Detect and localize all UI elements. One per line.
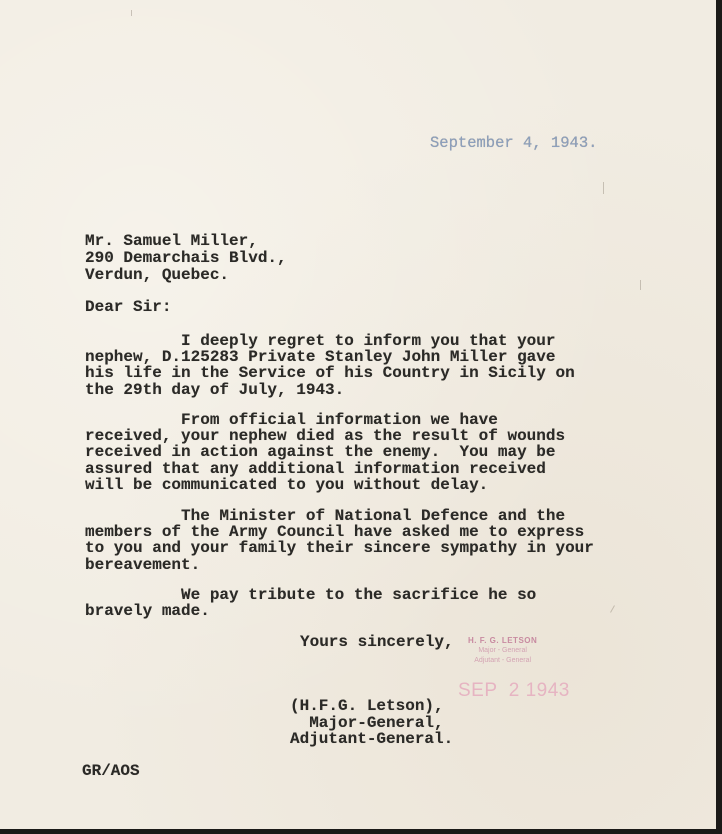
paper-speck — [603, 182, 604, 194]
reference-initials: GR/AOS — [82, 762, 140, 780]
paragraph-line: bravely made. — [85, 602, 210, 621]
paragraph-line: received, your nephew died as the result of wounds — [85, 427, 566, 446]
address-line: Mr. Samuel Miller, — [85, 232, 258, 250]
stamp-title-line: Adjutant - General — [474, 657, 532, 664]
signature-block — [290, 698, 453, 748]
stamp-rank-line: Major - General — [478, 647, 527, 654]
recipient-address — [85, 233, 287, 284]
stamp-name-line: H. F. G. LETSON — [468, 636, 538, 645]
paragraph-line: assured that any additional information received — [85, 459, 546, 478]
signature-line: (H.F.G. Letson), — [290, 697, 444, 715]
signature-line: Major-General, — [290, 713, 444, 732]
letter-date: September 4, 1943. — [430, 134, 598, 152]
paragraph-line: From official information we have — [85, 411, 498, 429]
paragraph-line: the 29th day of July, 1943. — [85, 380, 345, 399]
address-line: 290 Demarchais Blvd., — [85, 249, 287, 267]
salutation: Dear Sir: — [85, 298, 172, 316]
paragraph-tribute — [85, 587, 536, 619]
paragraph-line: bereavement. — [85, 555, 201, 574]
signature-line: Adjutant-General. — [290, 730, 454, 748]
paragraph-line: We pay tribute to the sacrifice he so — [85, 586, 537, 604]
closing: Yours sincerely, — [300, 633, 454, 651]
paragraph-line: will be communicated to you without delay. — [85, 475, 489, 494]
paragraph-line: members of the Army Council have asked me to express — [85, 523, 585, 542]
paper-speck — [610, 605, 615, 612]
paper-speck — [131, 10, 132, 16]
paragraph-information — [85, 412, 565, 493]
paper-speck — [640, 280, 641, 290]
paragraph-line: nephew, D.125283 Private Stanley John Miller gave — [85, 348, 556, 367]
signature-stamp — [468, 636, 537, 666]
paragraph-line: received in action against the enemy. You may be — [85, 443, 556, 462]
paragraph-line: The Minister of National Defence and the — [85, 507, 566, 525]
paragraph-notification — [85, 333, 575, 398]
paragraph-line: his life in the Service of his Country in Sicily on — [85, 364, 575, 383]
paragraph-line: I deeply regret to inform you that your — [85, 332, 556, 350]
paragraph-sympathy — [85, 508, 594, 573]
received-date-stamp: SEP 2 1943 — [458, 680, 570, 701]
paragraph-line: to you and your family their sincere sympathy in your — [85, 539, 594, 558]
address-line: Verdun, Quebec. — [85, 266, 230, 284]
